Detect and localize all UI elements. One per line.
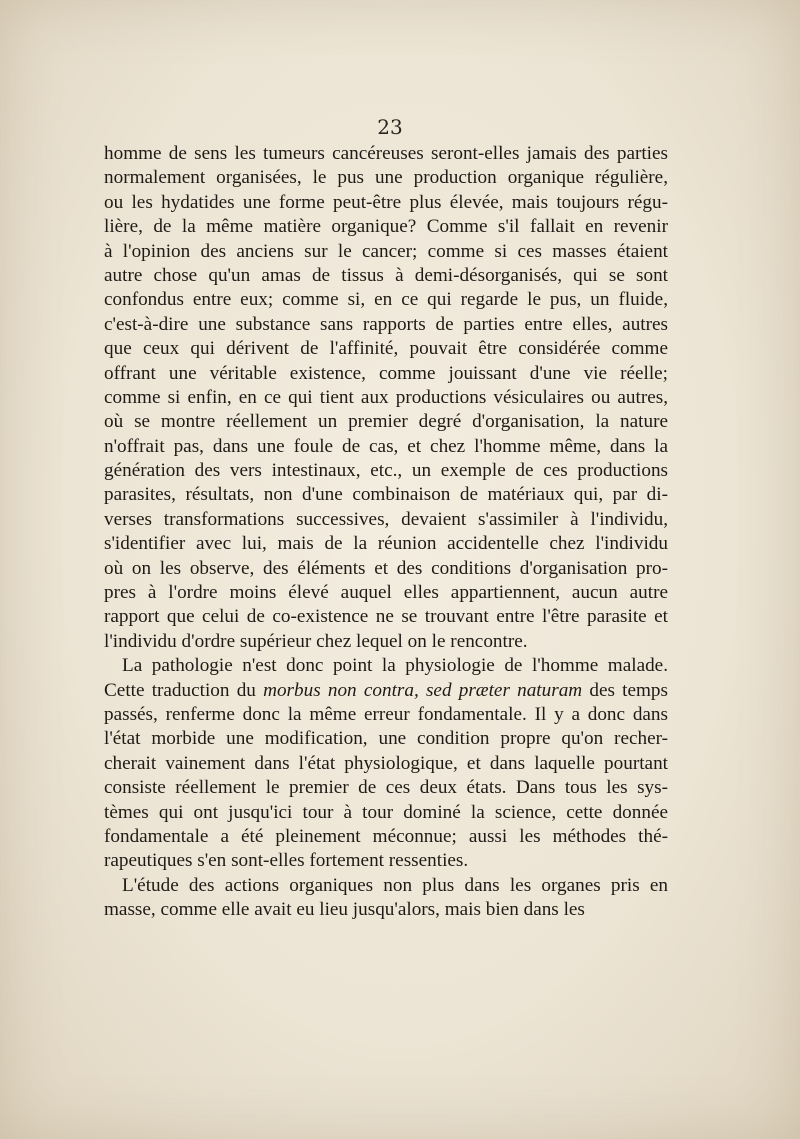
text-line: masse, comme elle avait eu lieu jusqu'alors, mais bien dans les — [104, 899, 585, 921]
text-line: passés, renferme donc la même erreur fondamentale. Il y a donc dans — [104, 703, 668, 725]
text-line: L'étude des actions organiques non plus dans les organes pris en — [122, 874, 668, 896]
text-line: où se montre réellement un premier degré d'organisation, la nature — [104, 411, 668, 433]
text-line: tèmes qui ont jusqu'ici tour à tour dominé la science, cette donnée — [104, 801, 668, 823]
text-line: lière, de la même matière organique? Comme s'il fallait en revenir — [104, 216, 668, 238]
text-line: confondus entre eux; comme si, en ce qui regarde le pus, un fluide, — [104, 289, 668, 311]
text-line: normalement organisées, le pus une production organique régulière, — [104, 167, 668, 189]
text-line: fondamentale a été pleinement méconnue; aussi les méthodes thé- — [104, 825, 668, 847]
text-line: verses transformations successives, devaient s'assimiler à l'individu, — [104, 508, 668, 530]
text-line: pres à l'ordre moins élevé auquel elles appartiennent, aucun autre — [104, 582, 668, 604]
text-line: rapport que celui de co-existence ne se trouvant entre l'être parasite et — [104, 606, 668, 628]
paragraph — [104, 142, 668, 654]
body-text — [104, 142, 668, 923]
text-line: n'offrait pas, dans une foule de cas, et chez l'homme même, dans la — [104, 435, 668, 457]
text-line: cherait vainement dans l'état physiologique, et dans laquelle pourtant — [104, 752, 668, 774]
text-line: homme de sens les tumeurs cancéreuses seront-elles jamais des parties — [104, 143, 668, 164]
text-line: l'individu d'ordre supérieur chez lequel on le rencontre. — [104, 630, 528, 652]
text-line: l'état morbide une modification, une condition propre qu'on recher- — [104, 728, 668, 750]
text-line: que ceux qui dérivent de l'affinité, pouvait être considérée comme — [104, 338, 668, 360]
text-line: génération des vers intestinaux, etc., un exemple de ces productions — [104, 460, 668, 482]
paragraph — [104, 874, 668, 923]
text-line: offrant une véritable existence, comme jouissant d'une vie réelle; — [104, 362, 668, 384]
paragraph — [104, 654, 668, 874]
text-line: parasites, résultats, non d'une combinaison de matériaux qui, par di- — [104, 484, 668, 506]
text-line: autre chose qu'un amas de tissus à demi-désorganisés, qui se sont — [104, 264, 668, 286]
text-line: rapeutiques s'en sont-elles fortement ressenties. — [104, 850, 469, 872]
text-line: à l'opinion des anciens sur le cancer; comme si ces masses étaient — [104, 240, 668, 262]
text-line: où on les observe, des éléments et des conditions d'organisation pro- — [104, 557, 668, 579]
text-line: La pathologie n'est donc point la physiologie de l'homme malade. — [122, 655, 668, 677]
text-line: ou les hydatides une forme peut-être plus élevée, mais toujours régu- — [104, 191, 668, 213]
text-line: comme si enfin, en ce qui tient aux productions vésiculaires ou autres, — [104, 386, 668, 408]
text-line: consiste réellement le premier de ces deux états. Dans tous les sys- — [104, 777, 668, 799]
text-line: c'est-à-dire une substance sans rapports de parties entre elles, autres — [104, 313, 668, 335]
text-line: s'identifier avec lui, mais de la réunion accidentelle chez l'individu — [104, 533, 668, 555]
text-line: Cette traduction du morbus non contra, sed præter naturam des temps — [104, 679, 668, 701]
page-number: 23 — [377, 115, 403, 139]
